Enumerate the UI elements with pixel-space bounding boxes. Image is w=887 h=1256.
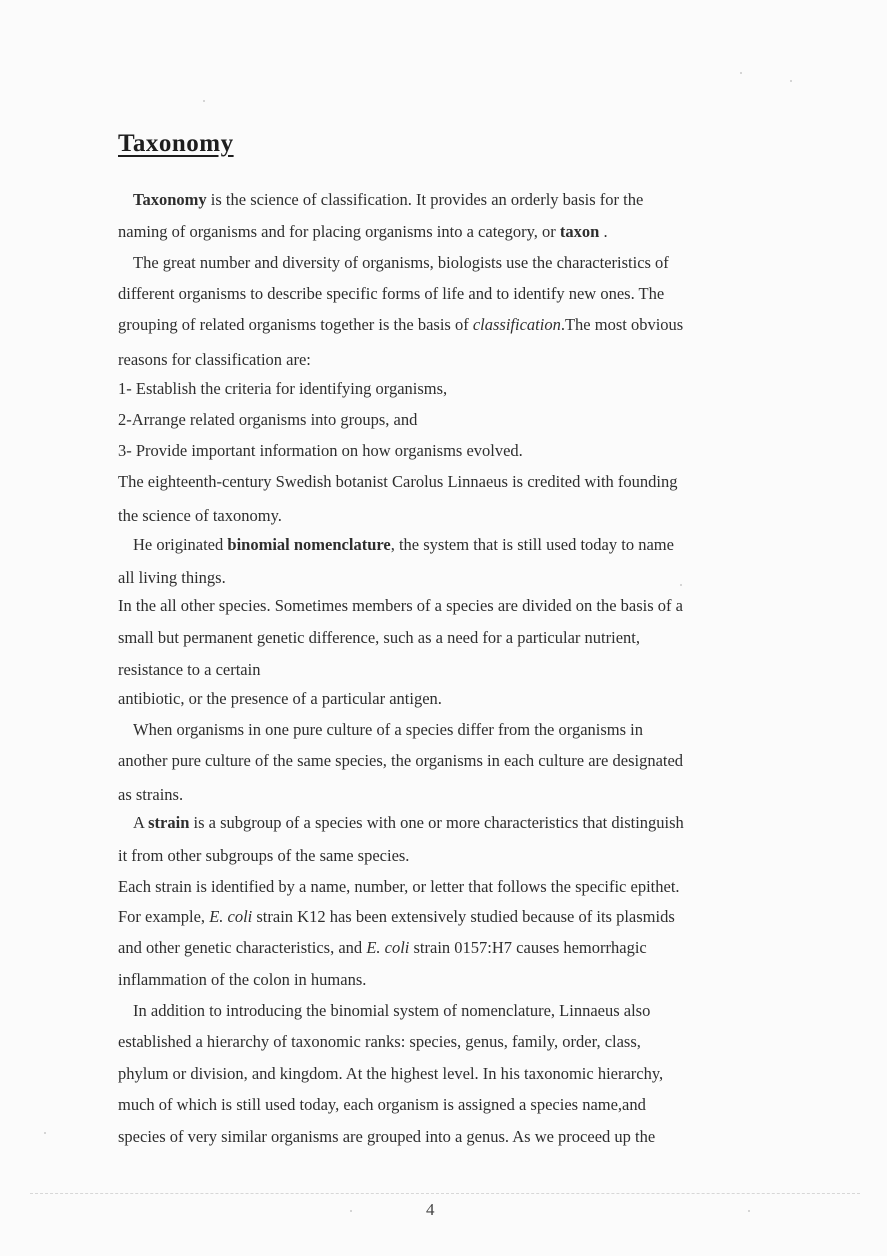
text-run: inflammation of the colon in humans.	[118, 970, 367, 989]
bold-term: binomial nomenclature	[227, 535, 391, 554]
text-line	[133, 190, 643, 210]
scan-artifact-rule	[30, 1193, 860, 1194]
text-run: species of very similar organisms are grouped into a genus. As we proceed up the	[118, 1127, 656, 1146]
text-line	[118, 846, 409, 866]
text-run: .The most obvious	[560, 315, 684, 334]
text-run: .	[599, 222, 608, 241]
text-line	[118, 1127, 655, 1147]
text-run: antibiotic, or the presence of a particular antigen.	[118, 689, 442, 708]
text-run: resistance to a certain	[118, 660, 261, 679]
text-run: and other genetic characteristics, and	[118, 938, 367, 957]
text-line	[118, 1032, 641, 1052]
scan-speck	[740, 72, 742, 74]
text-line	[118, 222, 608, 242]
text-run: The eighteenth-century Swedish botanist Carolus Linnaeus is credited with founding	[118, 472, 678, 491]
scan-speck	[790, 80, 792, 82]
text-run: another pure culture of the same species, the organisms in each culture are designated	[118, 751, 684, 770]
text-line	[118, 751, 683, 771]
text-run: naming of organisms and for placing organisms into a category, or	[118, 222, 560, 241]
scan-speck	[203, 100, 205, 102]
text-line	[118, 689, 442, 709]
text-run: established a hierarchy of taxonomic ranks: species, genus, family, order, class,	[118, 1032, 641, 1051]
text-line	[133, 535, 674, 555]
text-line	[118, 568, 226, 588]
text-line	[133, 253, 669, 273]
text-run: different organisms to describe specific forms of life and to identify new ones. The	[118, 284, 665, 303]
text-run: In addition to introducing the binomial system of nomenclature, Linnaeus also	[133, 1001, 651, 1020]
text-line	[118, 596, 683, 616]
text-run: all living things.	[118, 568, 226, 587]
text-run: it from other subgroups of the same species.	[118, 846, 410, 865]
text-run: Each strain is identified by a name, number, or letter that follows the specific epithet.	[118, 877, 680, 896]
text-line	[118, 785, 183, 805]
text-run: He originated	[133, 535, 228, 554]
text-line	[133, 720, 643, 740]
text-line	[118, 660, 260, 680]
text-run: is the science of classification. It provides an orderly basis for the	[206, 190, 644, 209]
text-line	[118, 1095, 646, 1115]
page-number: 4	[426, 1200, 435, 1219]
text-run: 3- Provide important information on how organisms evolved.	[118, 441, 523, 460]
text-line	[118, 970, 366, 990]
text-run: strain K12 has been extensively studied because of its plasmids	[252, 907, 675, 926]
scan-speck	[350, 1210, 352, 1212]
text-line	[118, 315, 683, 335]
scan-speck	[748, 1210, 750, 1212]
text-line	[118, 907, 675, 927]
text-line	[133, 1001, 650, 1021]
text-run: For example,	[118, 907, 210, 926]
text-run: is a subgroup of a species with one or more characteristics that distinguish	[189, 813, 684, 832]
italic-term: classification	[472, 315, 561, 334]
scan-speck	[680, 584, 682, 586]
text-run: phylum or division, and kingdom. At the highest level. In his taxonomic hierarchy,	[118, 1064, 664, 1083]
text-line	[118, 938, 647, 958]
text-line	[118, 284, 664, 304]
text-line	[118, 628, 640, 648]
text-run: small but permanent genetic difference, such as a need for a particular nutrient,	[118, 628, 640, 647]
text-line	[118, 877, 680, 897]
text-run: strain 0157:H7 causes hemorrhagic	[409, 938, 647, 957]
text-run: A	[133, 813, 149, 832]
italic-term: E. coli	[209, 907, 253, 926]
page-title: Taxonomy	[118, 130, 234, 157]
text-line	[118, 441, 523, 461]
text-run: In the all other species. Sometimes members of a species are divided on the basis of a	[118, 596, 683, 615]
text-run: , the system that is still used today to name	[390, 535, 674, 554]
text-run: 1- Establish the criteria for identifying organisms,	[118, 379, 448, 398]
text-line	[118, 506, 282, 526]
bold-term: Taxonomy	[133, 190, 207, 209]
text-run: The great number and diversity of organisms, biologists use the characteristics of	[133, 253, 669, 272]
text-line	[118, 472, 678, 492]
scan-speck	[44, 1132, 46, 1134]
text-run: reasons for classification are:	[118, 350, 311, 369]
text-run: the science of taxonomy.	[118, 506, 282, 525]
text-run: 2-Arrange related organisms into groups, and	[118, 410, 418, 429]
text-line	[133, 813, 684, 833]
bold-term: taxon	[559, 222, 600, 241]
text-line	[118, 410, 417, 430]
text-run: as strains.	[118, 785, 184, 804]
text-line	[118, 350, 311, 370]
text-run: grouping of related organisms together is the basis of	[118, 315, 473, 334]
italic-term: E. coli	[366, 938, 410, 957]
text-run: When organisms in one pure culture of a species differ from the organisms in	[133, 720, 643, 739]
text-line	[118, 379, 447, 399]
text-line	[118, 1064, 663, 1084]
text-run: much of which is still used today, each organism is assigned a species name,and	[118, 1095, 646, 1114]
bold-term: strain	[148, 813, 190, 832]
